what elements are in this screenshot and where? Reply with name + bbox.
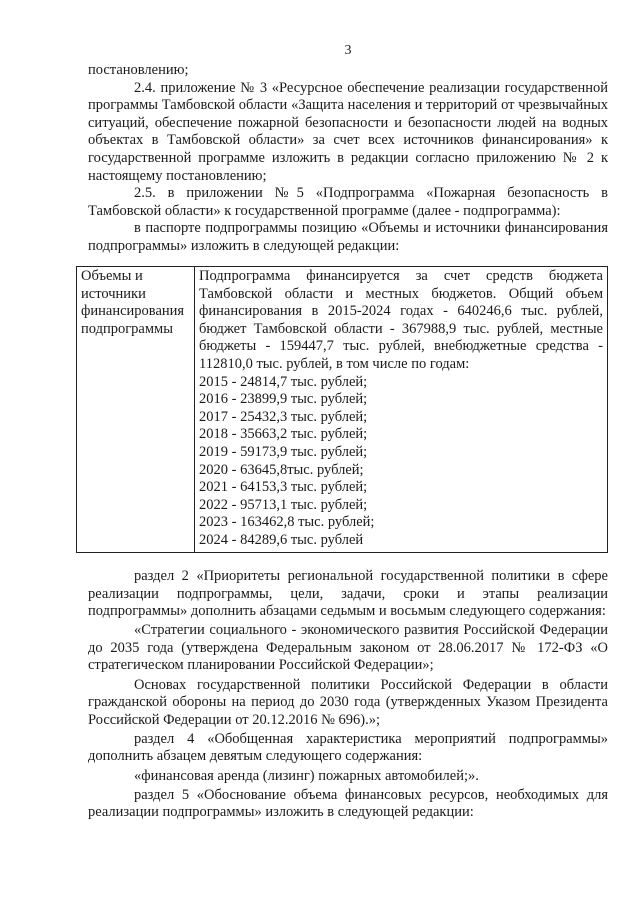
funding-year-2024: 2024 - 84289,6 тыс. рублей [199,531,364,548]
after-table-block [88,568,608,822]
funding-table [76,266,608,553]
funding-table-content [195,267,608,553]
paragraph-section-5: раздел 5 «Обоснование объема финансовых ресурсов, необходимых для реализации подпрограммы» изложить в следующей редакции: [88,786,608,821]
funding-summary: Подпрограмма финансируется за счет средств бюджета Тамбовской области и местных бюджетов. Общий объем финансирования в 2015-2024 годах - 640246,6 тыс. рублей, бюджет Тамбовской области - 367988,9 тыс. рублей, местные бюджеты - 159447,7 тыс. рублей, внебюджетные средства - 112810,0 тыс. рублей, в том числе по годам: [199,268,603,372]
paragraph-section-2: раздел 2 «Приоритеты региональной государственной политики в сфере реализации подпрограммы, цели, задачи, сроки и этапы реализации подпрограммы» дополнить абзацами седьмым и восьмым следующего содержания: [88,568,608,620]
paragraph-section-4: раздел 4 «Обобщенная характеристика мероприятий подпрограммы» дополнить абзацем девятым следующего содержания: [88,730,608,765]
paragraph-leasing: «финансовая аренда (лизинг) пожарных автомобилей;». [134,767,479,784]
funding-year-2017: 2017 - 25432,3 тыс. рублей; [199,408,368,425]
paragraph-2-4: 2.4. приложение № 3 «Ресурсное обеспечение реализации государственной программы Тамбовской области «Защита населения и территорий от чрезвычайных ситуаций, обеспечение пожарной безопасности и безопасности людей на водных объектах в Тамбовской области» за счет всех источников финансирования» к государственной программе изложить в редакции согласно приложению № 2 к настоящему постановлению; [88,79,608,184]
funding-year-2021: 2021 - 64153,3 тыс. рублей; [199,479,368,496]
paragraph-2-5: 2.5. в приложении №5 «Подпрограмма «Пожарная безопасность в Тамбовской области» к государственной программе (далее - подпрограмма): [88,185,608,219]
funding-table-row [77,267,608,553]
funding-year-2015: 2015 - 24814,7 тыс. рублей; [199,373,368,390]
funding-year-2018: 2018 - 35663,2 тыс. рублей; [199,426,368,443]
funding-year-2023: 2023 - 163462,8 тыс. рублей; [199,514,375,531]
intro-block [88,62,608,256]
page-number: 3 [344,43,352,58]
paragraph-passport: в паспорте подпрограммы позицию «Объемы и источники финансирования подпрограммы» изложить в следующей редакции: [88,220,608,254]
funding-year-2020: 2020 - 63645,8тыс. рублей; [199,461,364,478]
funding-year-2016: 2016 - 23899,9 тыс. рублей; [199,391,368,408]
paragraph-continuation: постановлению; [88,62,189,78]
paragraph-strategy: «Стратегии социального - экономического развития Российской Федерации до 2035 года (утверждена Федеральным законом от 28.06.2017 № 172-ФЗ «О стратегическом планировании Российской Федерации»; [88,622,608,674]
paragraph-basics: Основах государственной политики Российской Федерации в области гражданской обороны на период до 2030 года (утвержденных Указом Президента Российской Федерации от 20.12.2016 № 696).»; [88,676,608,728]
funding-year-2022: 2022 - 95713,1 тыс. рублей; [199,496,368,513]
funding-table-label: Объемы и источники финансирования подпрограммы [77,267,195,553]
funding-year-2019: 2019 - 59173,9 тыс. рублей; [199,443,368,460]
